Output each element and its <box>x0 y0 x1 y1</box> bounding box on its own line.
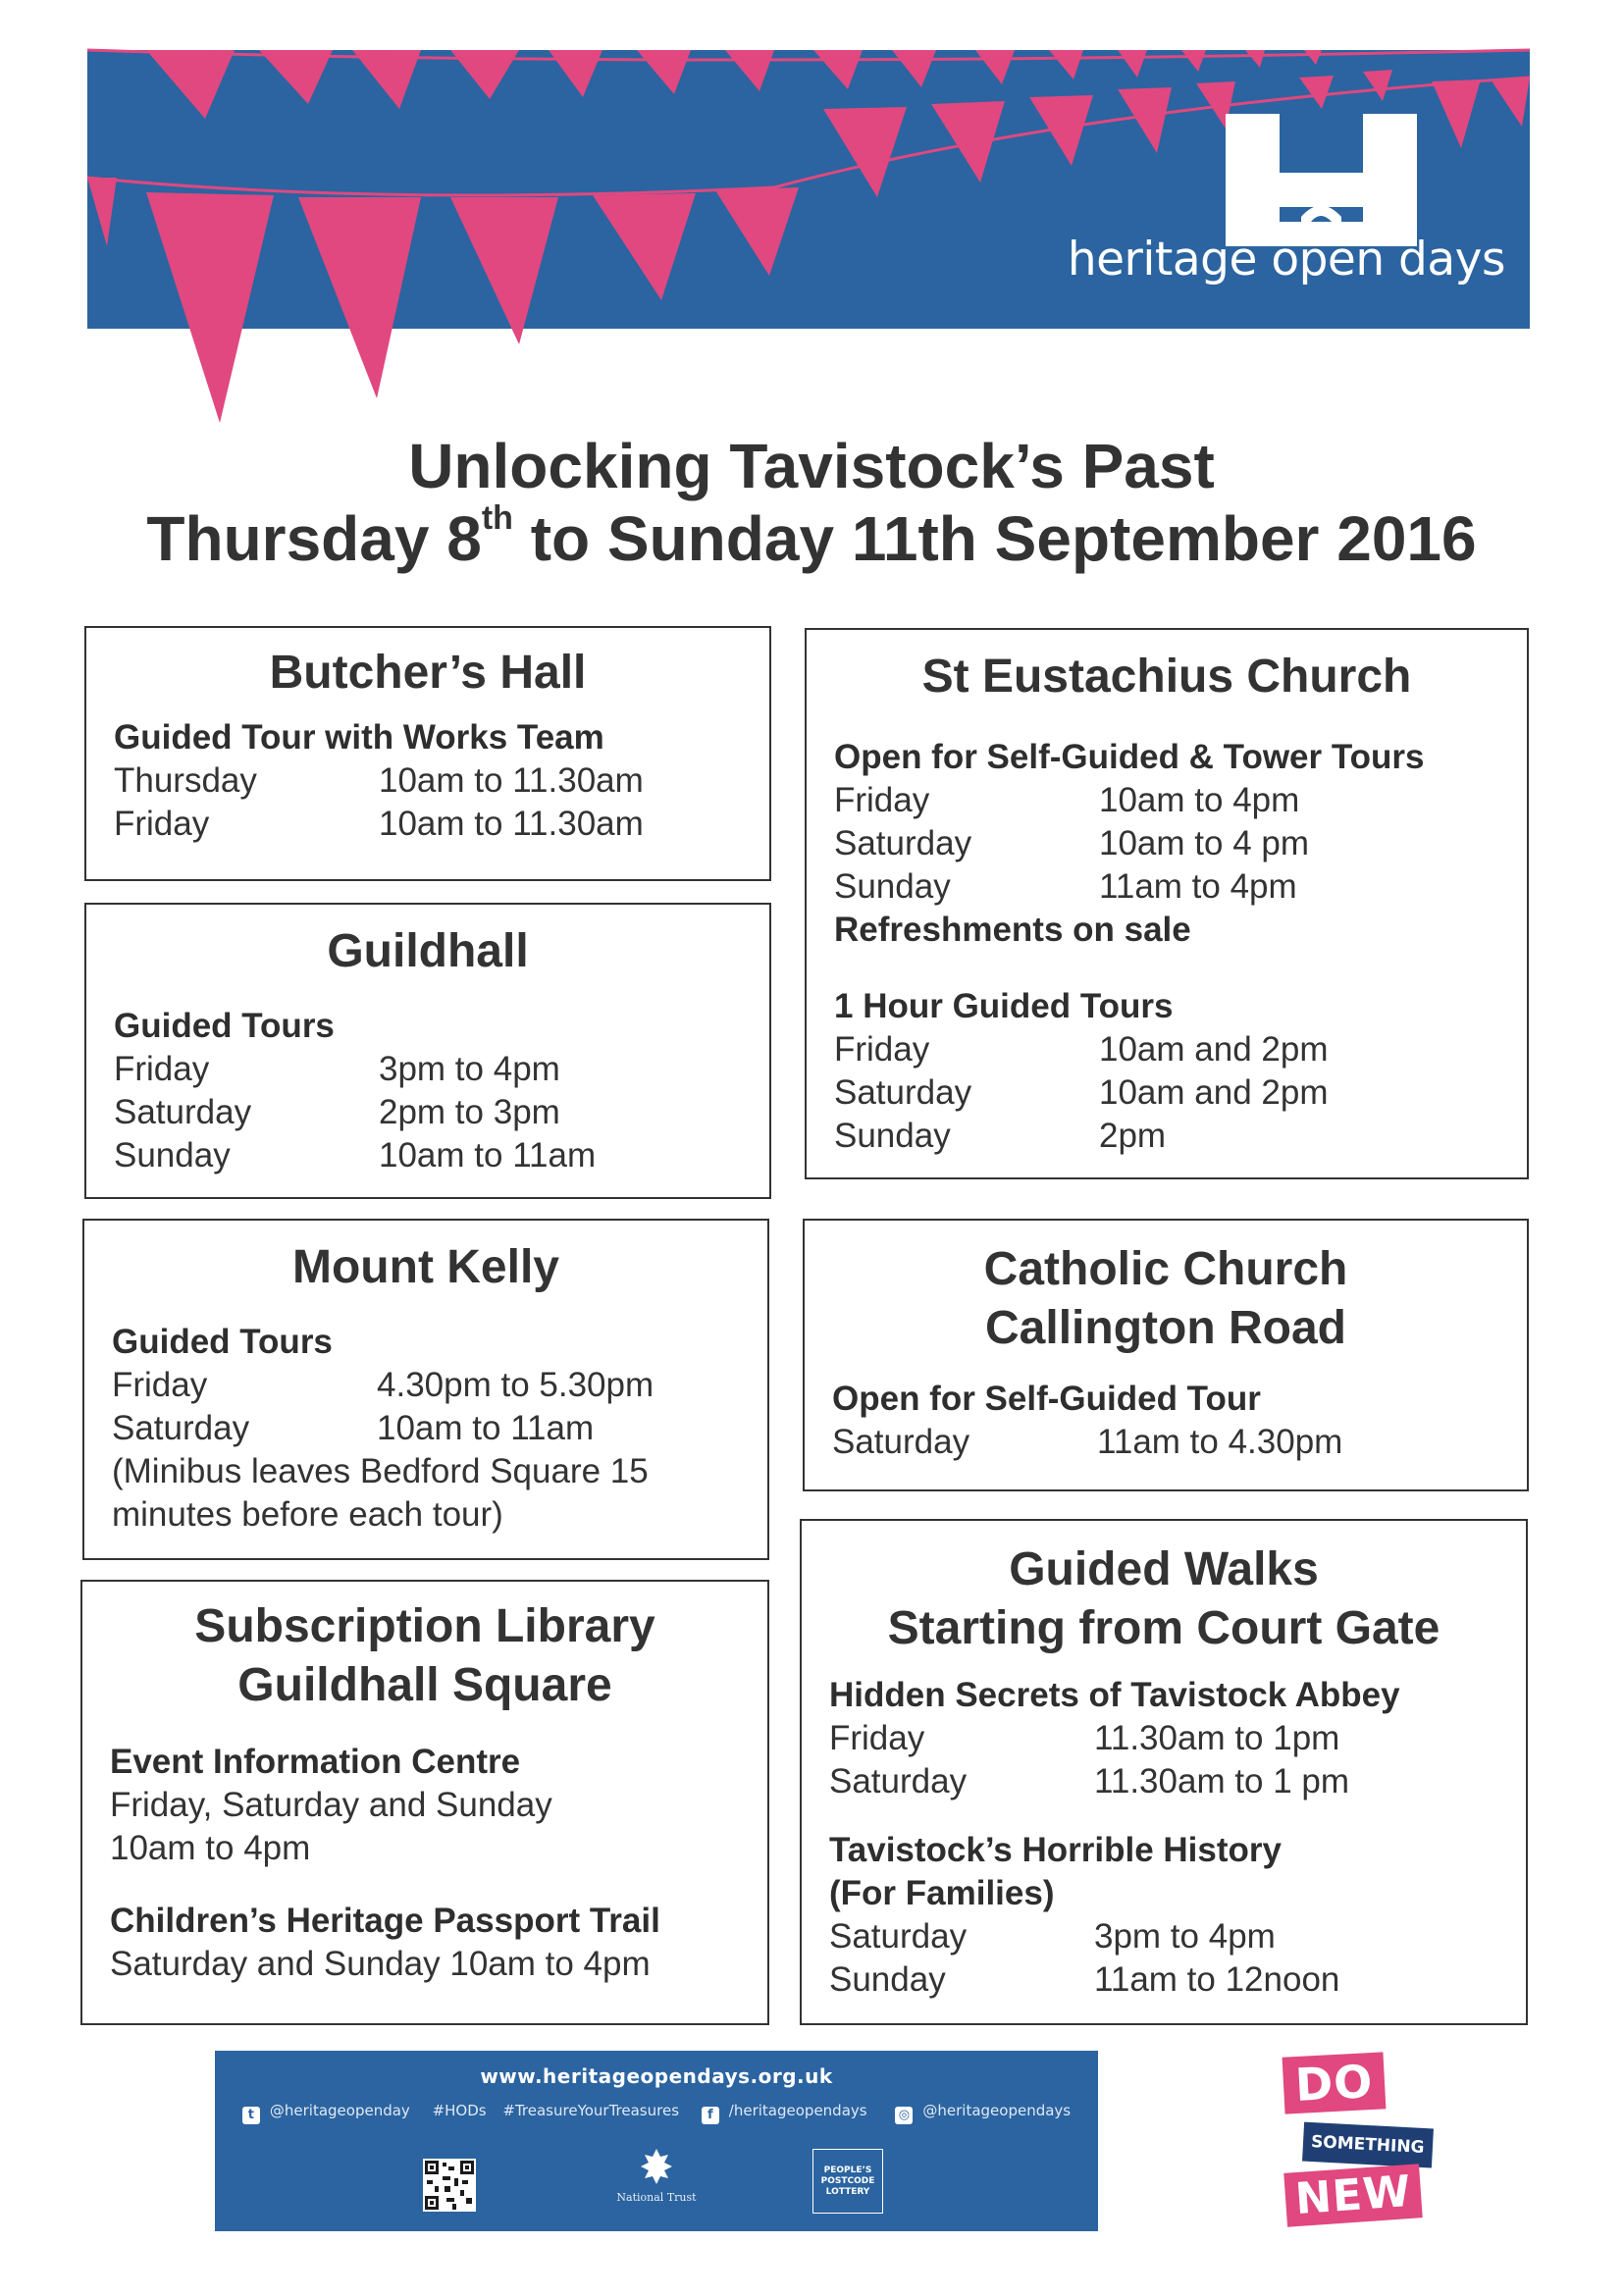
info-line: Saturday and Sunday 10am to 4pm <box>110 1945 651 1983</box>
guildhall-heading: Guildhall <box>327 925 529 977</box>
schedule-row: Friday 10am and 2pm <box>834 1030 1329 1069</box>
section-heading: Open for Self-Guided & Tower Tours <box>834 738 1425 776</box>
section-heading: (For Families) <box>829 1874 1055 1912</box>
social-links <box>215 2102 1098 2124</box>
schedule-row: Saturday 11.30am to 1 pm <box>829 1762 1350 1800</box>
oak-leaf-icon <box>637 2147 676 2186</box>
section-heading: Open for Self-Guided Tour <box>832 1380 1261 1418</box>
footer-banner <box>215 2051 1098 2231</box>
qr-code-icon <box>423 2159 476 2212</box>
catholic-church-subheading: Callington Road <box>985 1302 1346 1354</box>
schedule-row: Friday 10am to 4pm <box>834 781 1300 819</box>
subscription-library-subheading: Guildhall Square <box>237 1659 612 1711</box>
section-heading: Guided Tours <box>114 1007 335 1045</box>
national-trust-logo: National Trust <box>612 2147 701 2204</box>
hashtag: #TreasureYourTreasures <box>502 2102 680 2119</box>
facebook-link[interactable]: f /heritageopendays <box>696 2102 873 2119</box>
butchers-hall-box <box>84 626 771 881</box>
section-heading: Guided Tour with Works Team <box>114 718 604 757</box>
schedule-row: Friday 11.30am to 1pm <box>829 1719 1340 1757</box>
twitter-icon: t <box>242 2107 260 2124</box>
schedule-row: Friday 3pm to 4pm <box>114 1050 560 1088</box>
schedule-row: Sunday 11am to 12noon <box>829 1960 1340 1999</box>
instagram-link[interactable]: ◎ @heritageopendays <box>889 2102 1076 2119</box>
schedule-row: Saturday 3pm to 4pm <box>829 1917 1276 1956</box>
schedule-row: Friday 4.30pm to 5.30pm <box>112 1366 654 1404</box>
schedule-row: Thursday 10am to 11.30am <box>114 761 644 800</box>
subscription-library-box <box>80 1580 769 2025</box>
schedule-row: Saturday 10am to 11am <box>112 1409 595 1447</box>
do-something-new-badge: DO SOMETHING NEW <box>1276 2049 1462 2235</box>
schedule-row: Saturday 10am to 4 pm <box>834 824 1309 862</box>
section-heading: Tavistock’s Horrible History <box>829 1831 1282 1869</box>
catholic-church-heading: Catholic Church <box>983 1243 1348 1295</box>
schedule-row: Saturday 2pm to 3pm <box>114 1093 560 1131</box>
guided-walks-heading: Guided Walks <box>1009 1543 1319 1595</box>
schedule-row: Sunday 11am to 4pm <box>834 867 1297 906</box>
date-subtitle: Thursday 8th to Sunday 11th September 2016 <box>146 499 1477 574</box>
minibus-note: minutes before each tour) <box>112 1495 503 1534</box>
twitter-link[interactable]: t @heritageopenday <box>236 2102 416 2119</box>
st-eustachius-heading: St Eustachius Church <box>921 651 1412 703</box>
instagram-icon: ◎ <box>895 2107 913 2124</box>
section-heading: Children’s Heritage Passport Trail <box>110 1902 660 1940</box>
mount-kelly-heading: Mount Kelly <box>292 1241 559 1293</box>
postcode-lottery-logo: PEOPLE’S POSTCODE LOTTERY <box>804 2149 892 2221</box>
guided-walks-box <box>800 1519 1528 2025</box>
guildhall-box <box>84 903 771 1199</box>
hashtag: #HODs <box>432 2102 487 2119</box>
schedule-row: Sunday 10am to 11am <box>114 1136 597 1174</box>
section-heading: Guided Tours <box>112 1323 333 1361</box>
website-link[interactable]: www.heritageopendays.org.uk <box>480 2064 833 2088</box>
info-line: 10am to 4pm <box>110 1829 311 1867</box>
st-eustachius-box <box>805 628 1529 1179</box>
minibus-note: (Minibus leaves Bedford Square 15 <box>112 1452 649 1490</box>
schedule-row: Friday 10am to 11.30am <box>114 805 644 843</box>
mount-kelly-box <box>82 1219 769 1560</box>
butchers-hall-heading: Butcher’s Hall <box>269 647 587 699</box>
schedule-row: Saturday 11am to 4.30pm <box>832 1423 1343 1461</box>
logo-text: heritage open days <box>1067 233 1505 287</box>
refreshments-note: Refreshments on sale <box>834 911 1191 949</box>
schedule-row: Saturday 10am and 2pm <box>834 1073 1329 1112</box>
section-heading: 1 Hour Guided Tours <box>834 987 1174 1025</box>
catholic-church-box <box>803 1219 1529 1491</box>
subscription-library-heading: Subscription Library <box>194 1600 655 1652</box>
header-banner <box>87 50 1530 329</box>
info-line: Friday, Saturday and Sunday <box>110 1786 552 1824</box>
page-title: Unlocking Tavistock’s Past <box>408 431 1215 501</box>
section-heading: Event Information Centre <box>110 1743 521 1781</box>
guided-walks-subheading: Starting from Court Gate <box>887 1602 1440 1654</box>
schedule-row: Sunday 2pm <box>834 1117 1167 1155</box>
section-heading: Hidden Secrets of Tavistock Abbey <box>829 1676 1400 1714</box>
facebook-icon: f <box>702 2107 719 2124</box>
